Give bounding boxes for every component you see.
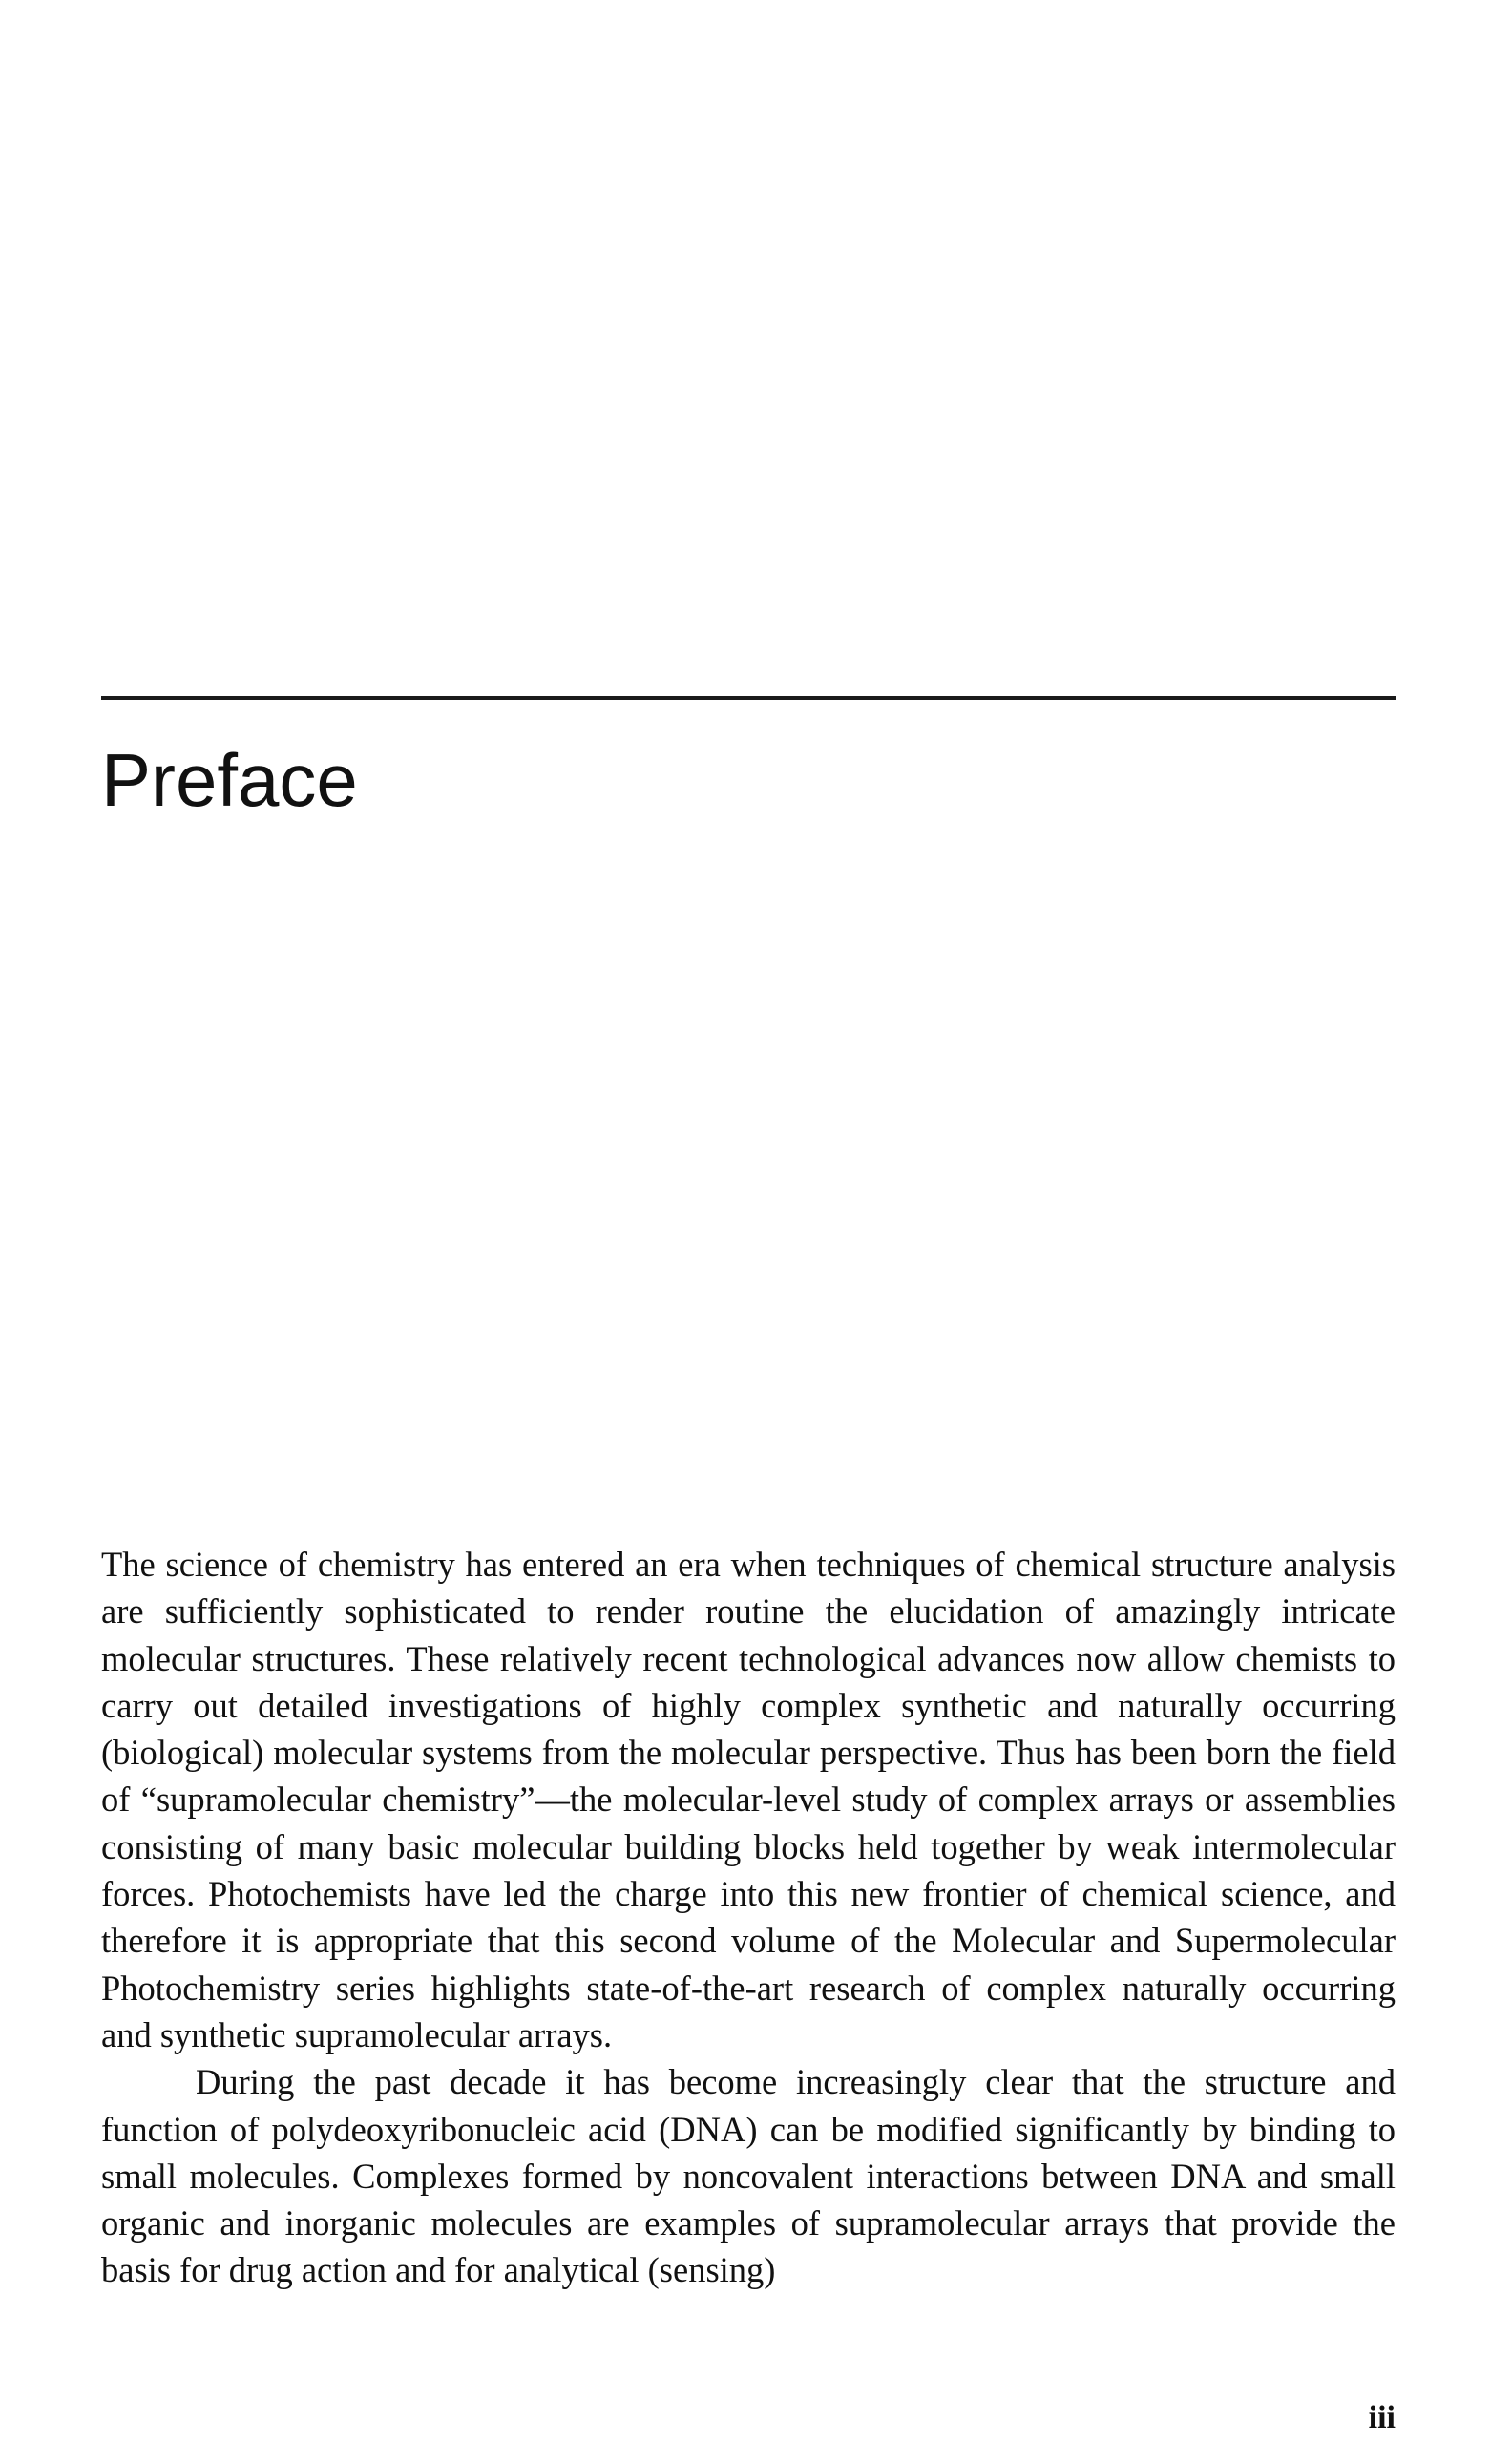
paragraph-2: During the past decade it has become increasingly clear that the structure and function of polydeoxyribonucleic acid (DNA) can be modified significantly by binding to small molecules. Complexes formed by noncovalent interactions between DNA and small organic and inorganic molecules are examples of supramolecular arrays that provide the basis for drug action and for analytical (sensing) (101, 2062, 1396, 2290)
chapter-title-rule (101, 696, 1396, 700)
paragraph-1: The science of chemistry has entered an era when techniques of chemical structure analysis are sufficiently sophisticated to render routine the elucidation of amazingly intricate molecular structures. These relatively recent technological advances now allow chemists to carry out detailed investigations of highly complex synthetic and naturally occurring (biological) molecular systems from the molecular perspective. Thus has been born the field of “supramolecular chemistry”—the molecular-level study of complex arrays or assemblies consisting of many basic molecular building blocks held together by weak intermolecular forces. Photochemists have led the charge into this new frontier of chemical science, and therefore it is appropriate that this second volume of the Molecular and Supermolecular Photochemistry series highlights state-of-the-art research of complex naturally occurring and synthetic supramolecular arrays. (101, 1545, 1396, 2054)
chapter-title: Preface (101, 738, 358, 822)
body-text (101, 1541, 1396, 2294)
page-number: iii (1368, 2400, 1396, 2435)
